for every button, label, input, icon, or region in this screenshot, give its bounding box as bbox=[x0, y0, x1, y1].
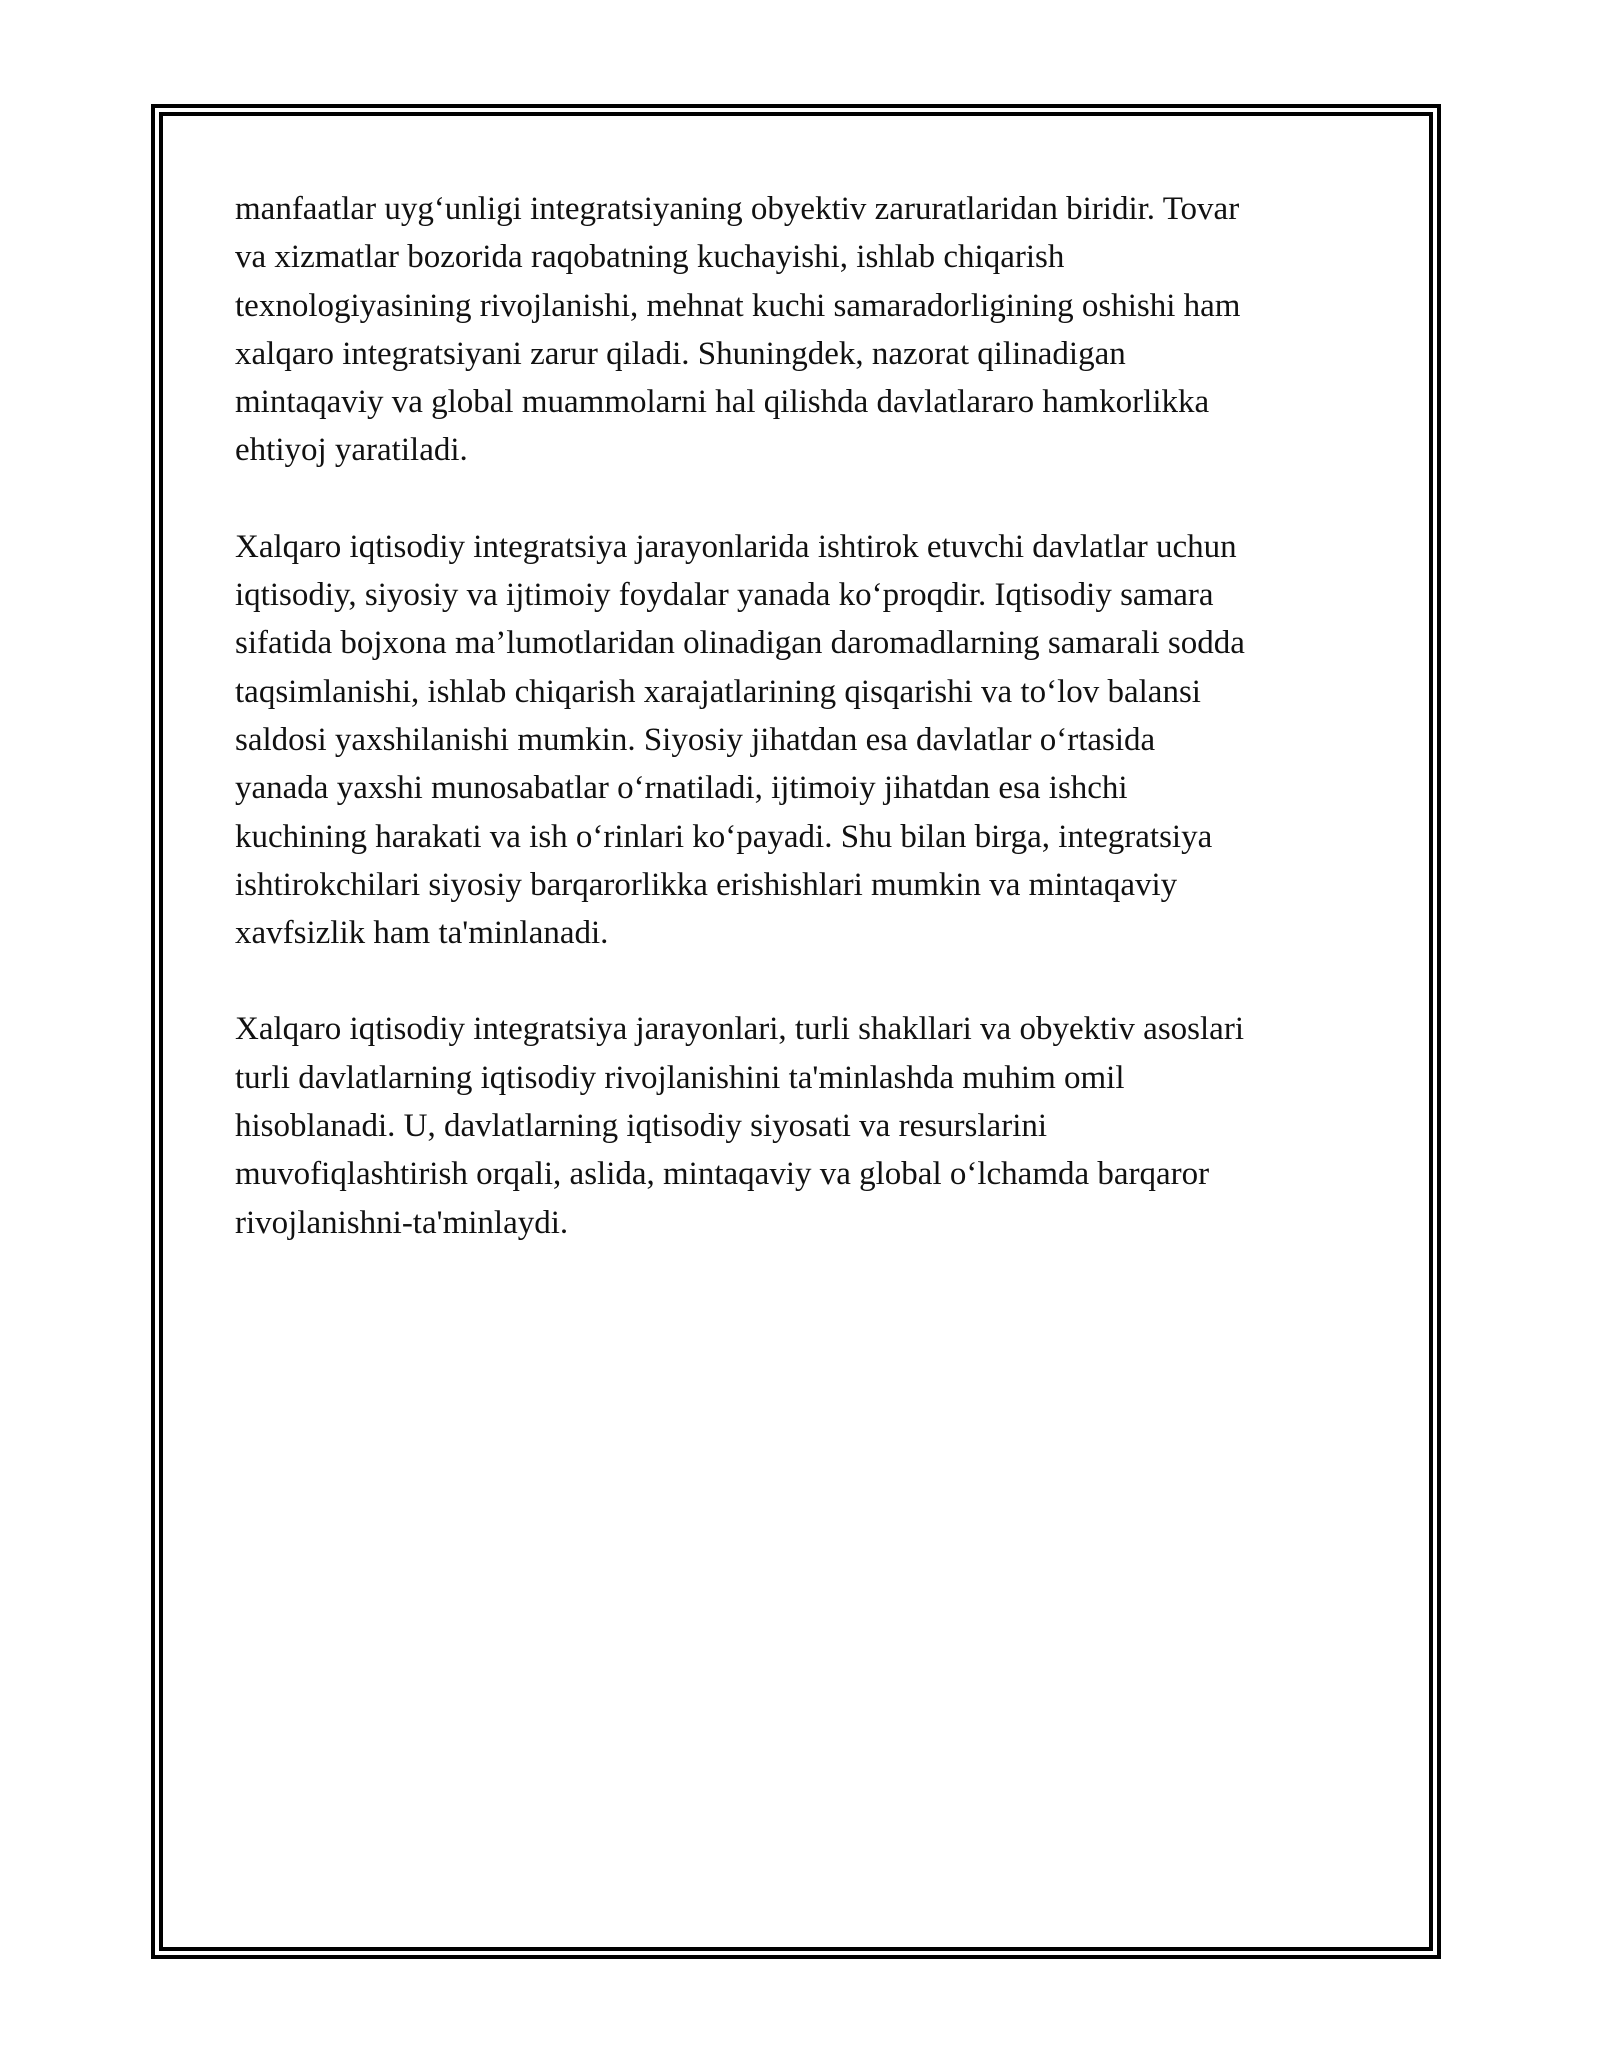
text-line: texnologiyasining rivojlanishi, mehnat kuchi samaradorligining oshishi ham bbox=[235, 287, 1241, 324]
text-line: yanada yaxshi munosabatlar o‘rnatiladi, ijtimoiy jihatdan esa ishchi bbox=[235, 770, 1128, 807]
paragraph-2 bbox=[235, 523, 1370, 958]
text-line: va xizmatlar bozorida raqobatning kuchayishi, ishlab chiqarish bbox=[235, 239, 1065, 276]
text-line: Xalqaro iqtisodiy integratsiya jarayonlari, turli shakllari va obyektiv asoslari bbox=[235, 1011, 1244, 1048]
text-line: rivojlanishni-ta'minlaydi. bbox=[235, 1204, 569, 1241]
document-body bbox=[235, 185, 1370, 1295]
text-line: ishtirokchilari siyosiy barqarorlikka erishishlari mumkin va mintaqaviy bbox=[235, 866, 1178, 903]
text-line: hisoblanadi. U, davlatlarning iqtisodiy siyosati va resurslarini bbox=[235, 1108, 1048, 1145]
text-line: xalqaro integratsiyani zarur qiladi. Shuningdek, nazorat qilinadigan bbox=[235, 335, 1126, 372]
text-line: ehtiyoj yaratiladi. bbox=[235, 432, 468, 469]
text-line: xavfsizlik ham ta'minlanadi. bbox=[235, 915, 609, 952]
text-line: Xalqaro iqtisodiy integratsiya jarayonlarida ishtirok etuvchi davlatlar uchun bbox=[235, 528, 1237, 565]
text-line: taqsimlanishi, ishlab chiqarish xarajatlarining qisqarishi va to‘lov balansi bbox=[235, 673, 1201, 710]
text-line: saldosi yaxshilanishi mumkin. Siyosiy jihatdan esa davlatlar o‘rtasida bbox=[235, 721, 1156, 758]
text-line: mintaqaviy va global muammolarni hal qilishda davlatlararo hamkorlikka bbox=[235, 384, 1210, 421]
paragraph-1 bbox=[235, 185, 1370, 475]
text-line: manfaatlar uyg‘unligi integratsiyaning obyektiv zaruratlaridan biridir. Tovar bbox=[235, 191, 1240, 227]
paragraph-3 bbox=[235, 1005, 1370, 1246]
text-line: muvofiqlashtirish orqali, aslida, mintaqaviy va global o‘lchamda barqaror bbox=[235, 1156, 1210, 1193]
text-line: sifatida bojxona ma’lumotlaridan olinadigan daromadlarning samarali sodda bbox=[235, 625, 1245, 662]
text-line: turli davlatlarning iqtisodiy rivojlanishini ta'minlashda muhim omil bbox=[235, 1059, 1125, 1096]
text-line: iqtisodiy, siyosiy va ijtimoiy foydalar yanada ko‘proqdir. Iqtisodiy samara bbox=[235, 577, 1214, 614]
text-line: kuchining harakati va ish o‘rinlari ko‘payadi. Shu bilan birga, integratsiya bbox=[235, 818, 1213, 855]
